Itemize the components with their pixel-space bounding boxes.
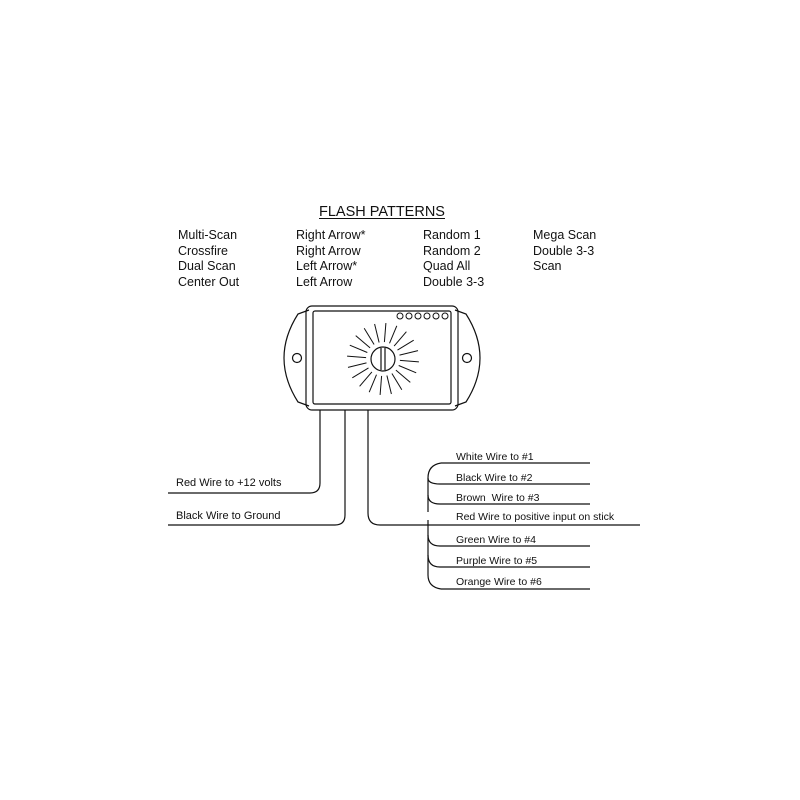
selector-ray [375,324,380,343]
selector-rays [347,323,419,395]
flash-patterns-title: FLASH PATTERNS [319,204,445,220]
controller-face [313,311,451,404]
left-mounting-flange [284,310,309,406]
label-white-wire: White Wire to #1 [456,451,534,463]
selector-ray [392,374,402,390]
pattern-item: Dual Scan [178,259,236,273]
selector-ray [390,326,397,344]
label-green-wire: Green Wire to #4 [456,534,536,546]
label-purple-wire: Purple Wire to #5 [456,555,538,567]
selector-ray [384,323,386,342]
selector-knob[interactable] [371,347,395,371]
pattern-item: Crossfire [178,243,229,258]
selector-ray [400,351,419,356]
red-wire-positive-input [368,410,640,525]
pattern-item: Quad All [423,259,471,273]
left-mounting-hole [293,354,302,363]
pattern-item: Right Arrow* [296,228,366,242]
pattern-item: Center Out [178,274,240,289]
led-4 [424,313,430,319]
pattern-item: Multi-Scan [178,228,238,242]
led-5 [433,313,439,319]
pattern-item: Random 2 [423,243,481,258]
led-2 [406,313,412,319]
selector-ray [394,332,406,346]
pattern-item: Double 3-3 [423,274,485,289]
selector-ray [360,372,372,386]
pattern-item: Mega Scan [533,228,597,242]
selector-ray [399,366,417,373]
label-black-wire-2: Black Wire to #2 [456,472,533,484]
pattern-item: Double 3-3 [533,243,595,258]
selector-ray [387,376,392,395]
right-mounting-flange [455,310,480,406]
pattern-item: Right Arrow [296,243,361,258]
selector-ray [369,375,376,393]
pattern-item: Random 1 [423,228,481,242]
selector-ray [352,368,368,378]
selector-ray [400,360,419,362]
right-mounting-hole [463,354,472,363]
pattern-item: Left Arrow [296,274,353,289]
selector-ray [398,340,414,350]
wire-bundle-orange [428,520,441,589]
selector-ray [350,345,368,352]
led-1 [397,313,403,319]
black-wire-ground [168,410,345,525]
indicator-leds [397,313,448,319]
selector-ray [347,356,366,358]
wire-bundle-white [428,463,441,512]
led-6 [442,313,448,319]
led-3 [415,313,421,319]
controller-body [306,306,458,410]
selector-ray [348,363,367,368]
pattern-item: Scan [533,259,562,273]
selector-ray [380,376,382,395]
selector-ray [364,328,374,344]
selector-ray [396,370,410,382]
label-red-wire-positive: Red Wire to positive input on stick [456,511,615,523]
label-red-wire-12v: Red Wire to +12 volts [176,477,282,489]
label-brown-wire: Brown Wire to #3 [456,492,540,504]
pattern-item: Left Arrow* [296,259,358,273]
selector-ray [356,336,370,348]
label-orange-wire: Orange Wire to #6 [456,576,542,588]
label-black-wire-ground: Black Wire to Ground [176,510,281,522]
